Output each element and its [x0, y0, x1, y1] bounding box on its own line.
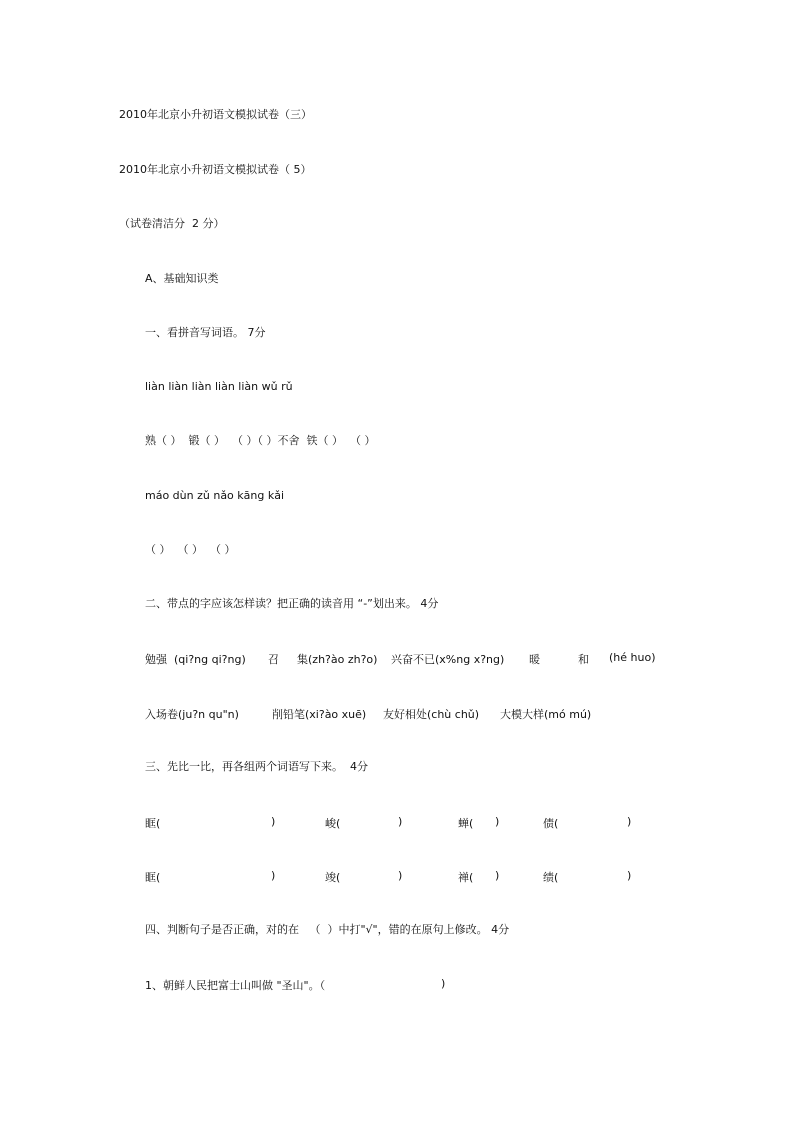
q3-char: 蝉( — [458, 817, 474, 830]
q3-paren: ) — [271, 815, 276, 828]
q2-item: 兴奋不已(x%ng x?ng) — [391, 653, 505, 666]
exam-title-1: 2010年北京小升初语文模拟试卷（三） — [119, 108, 312, 121]
q3-paren: ) — [495, 869, 500, 882]
q4-item-text: 1、朝鲜人民把富士山叫做 "圣山"。（ — [145, 979, 326, 992]
q2-item: 暖 — [529, 653, 540, 666]
q4-heading: 四、判断句子是否正确，对的在 （ ）中打"√"，错的在原句上修改。 4分 — [145, 923, 510, 936]
q2-row-2 — [145, 706, 745, 720]
section-a-heading: A、基础知识类 — [145, 272, 219, 285]
q2-item: 友好相处(chù chǔ) — [383, 708, 480, 721]
q1-pinyin-row-1: liàn liàn liàn liàn liàn wǔ rǔ — [145, 380, 293, 393]
q2-heading: 二、带点的字应该怎样读？把正确的读音用 “-”划出来。 4分 — [145, 597, 439, 610]
q3-paren: ) — [627, 869, 632, 882]
q1-chars-row-1: 熟（ ） 锻（ ） （ ）（ ）不舍 铁（ ） （ ） — [145, 434, 376, 447]
q3-char: 峻( — [325, 817, 341, 830]
q3-heading: 三、先比一比，再各组两个词语写下来。 4分 — [145, 760, 368, 773]
q2-item: 勉强 (qi?ng qi?ng) — [145, 653, 246, 666]
q3-row-2 — [145, 869, 745, 883]
q3-paren: ) — [271, 869, 276, 882]
q3-paren: ) — [495, 815, 500, 828]
q3-char: 竣( — [325, 871, 341, 884]
q3-char: 绩( — [543, 871, 559, 884]
exam-title-2: 2010年北京小升初语文模拟试卷（ 5） — [119, 163, 312, 176]
q3-char: 眶( — [145, 871, 161, 884]
q3-paren: ) — [398, 869, 403, 882]
cleanliness-score: （试卷清洁分 2 分） — [119, 217, 225, 230]
q2-item: 削铅笔(xi?ào xuē) — [272, 708, 367, 721]
q3-paren: ) — [627, 815, 632, 828]
q1-blanks-row-2: （ ） （ ） （ ） — [145, 543, 236, 556]
q2-item: 入场卷(ju?n qu"n) — [145, 708, 239, 721]
q4-item-paren-close: ) — [441, 977, 446, 990]
q3-char: 眶( — [145, 817, 161, 830]
q1-pinyin-row-2: máo dùn zǔ nǎo kāng kǎi — [145, 489, 285, 502]
q3-char: 禅( — [458, 871, 474, 884]
q2-item: 大模大样(mó mú) — [500, 708, 592, 721]
q3-paren: ) — [398, 815, 403, 828]
q3-char: 债( — [543, 817, 559, 830]
q2-item: (hé huo) — [609, 651, 656, 664]
q2-item: 召 — [268, 653, 279, 666]
q3-row-1 — [145, 815, 745, 829]
q2-row-1 — [145, 651, 745, 665]
q2-item: 和 — [578, 653, 589, 666]
q4-item-1 — [145, 977, 745, 991]
q2-item: 集(zh?ào zh?o) — [297, 653, 378, 666]
q1-heading: 一、看拼音写词语。 7分 — [145, 326, 266, 339]
